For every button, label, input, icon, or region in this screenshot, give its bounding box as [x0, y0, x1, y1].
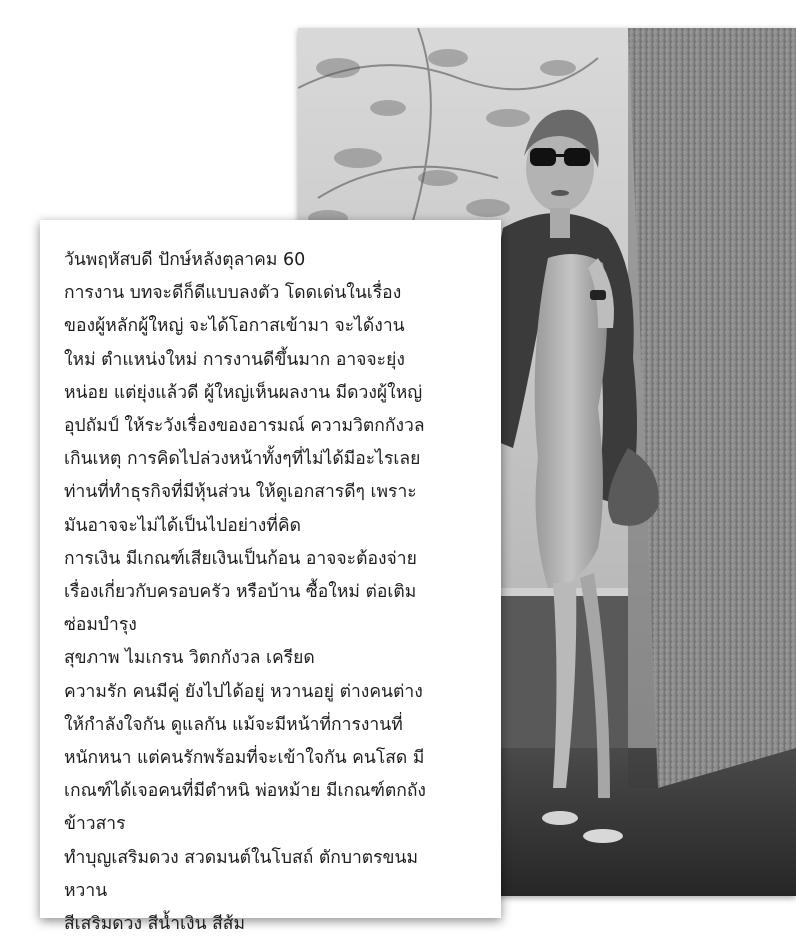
horoscope-line: หนักหนา แต่คนรักพร้อมที่จะเข้าใจกัน คนโสด มี — [64, 748, 425, 769]
horoscope-line: เกณฑ์ได้เจอคนที่มีตำหนิ พ่อหม้าย มีเกณฑ์ตกถัง — [64, 781, 426, 802]
horoscope-line: ท่านที่ทำธุรกิจที่มีหุ้นส่วน ให้ดูเอกสารดีๆ เพราะ — [64, 482, 417, 503]
horoscope-line: การงาน บทจะดีก็ดีแบบลงตัว โดดเด่นในเรื่อง — [64, 283, 402, 304]
horoscope-line: สุขภาพ ไมเกรน วิตกกังวล เครียด — [64, 648, 315, 669]
horoscope-line: ความรัก คนมีคู่ ยังไปได้อยู่ หวานอยู่ ต่างคนต่าง — [64, 681, 423, 702]
horoscope-line: ซ่อมบำรุง — [64, 615, 137, 636]
horoscope-line: เกินเหตุ การคิดไปล่วงหน้าทั้งๆที่ไม่ได้มีอะไรเลย — [64, 449, 421, 470]
horoscope-text-card — [40, 220, 501, 935]
horoscope-line: ของผู้หลักผู้ใหญ่ จะได้โอกาสเข้ามา จะได้งาน — [64, 316, 405, 337]
horoscope-line: สีเสริมดวง สีน้ำเงิน สีส้ม — [64, 914, 245, 935]
horoscope-line: ให้กำลังใจกัน ดูแลกัน แม้จะมีหน้าที่การงานที่ — [64, 714, 403, 735]
horoscope-text — [64, 244, 493, 941]
horoscope-line: หวาน — [64, 880, 108, 901]
horoscope-line: มันอาจจะไม่ได้เป็นไปอย่างที่คิด — [64, 515, 301, 536]
horoscope-line: ใหม่ ตำแหน่งใหม่ การงานดีขึ้นมาก อาจจะยุ่ง — [64, 349, 405, 370]
horoscope-line: อุปถัมป์ ให้ระวังเรื่องของอารมณ์ ความวิตกกังวล — [64, 416, 425, 437]
horoscope-line: เรื่องเกี่ยวกับครอบครัว หรือบ้าน ซื้อใหม่ ต่อเติม — [64, 582, 417, 603]
horoscope-line: ข้าวสาร — [64, 814, 126, 835]
horoscope-line: ทำบุญเสริมดวง สวดมนต์ในโบสถ์ ตักบาตรขนม — [64, 847, 418, 868]
horoscope-line: การเงิน มีเกณฑ์เสียเงินเป็นก้อน อาจจะต้องจ่าย — [64, 548, 417, 569]
horoscope-line-title: วันพฤหัสบดี ปักษ์หลังตุลาคม 60 — [64, 250, 306, 270]
horoscope-line: หน่อย แต่ยุ่งแล้วดี ผู้ใหญ่เห็นผลงาน มีดวงผู้ใหญ่ — [64, 382, 423, 403]
